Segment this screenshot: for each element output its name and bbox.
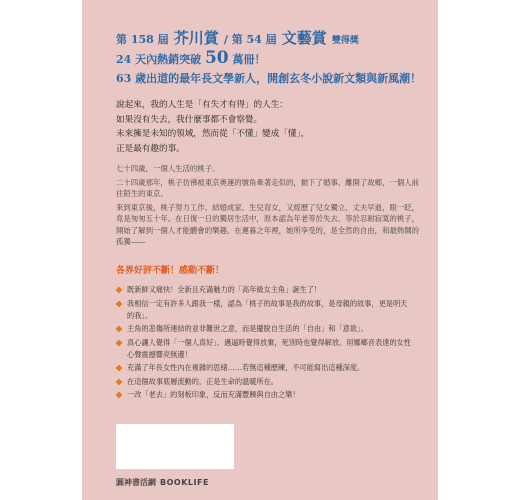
synopsis	[116, 163, 420, 250]
sales-prefix: 24 天內熱銷突破	[116, 53, 205, 66]
review-item	[116, 389, 412, 401]
quote-line: 說起來，我的人生是「有失才有得」的人生：	[116, 100, 288, 110]
review-item	[116, 376, 412, 388]
review-list	[116, 284, 412, 403]
sales-number: 50	[204, 48, 229, 68]
diamond-bullet-icon	[116, 287, 123, 294]
review-text: 充滿了年長女性內在複雜的思緒……若無這種歷練，不可能寫出這種深度。	[127, 363, 365, 372]
review-text: 真心讓人覺得「一個人真好」。邁逼時覺得放棄，死別時也覺得解放。用娜鄉音表達的女性心聲震撼響亮無邊！	[127, 337, 411, 359]
publisher-brand: BOOKLIFE	[160, 478, 209, 487]
synopsis-paragraph: 來到東京後，桃子努力工作、結婚成家、生兒育女，又經歷了兒女獨立、丈夫早逝，眼一眨，竟是匆匆五十年。在日復一日的獨居生活中，原本認為年老等於失去，等於忍耐寂寞的桃子，開始了解到一個人才能體會的樂趣。在遲暮之年裡，她所享受的，是全然的自由，和最熱鬧的孤獨——	[116, 202, 420, 246]
review-text: 一改「老去」的刻板印象，反而充滿豐饒與自由之樂！	[127, 390, 300, 399]
quote-line: 如果沒有失去，我什麼事都不會察覺。	[116, 114, 263, 125]
review-item	[116, 298, 412, 322]
diamond-bullet-icon	[116, 300, 123, 307]
publisher-name: 圓神書活網	[116, 478, 156, 487]
diamond-bullet-icon	[116, 378, 123, 385]
synopsis-paragraph: 二十四歲那年，桃子彷彿被東京奧運的號角牽著走似的，拋下了婚事、離開了故鄉，一個人前往陌生的東京。	[116, 177, 420, 198]
award-2-edition: 第 54 屆	[231, 33, 277, 46]
synopsis-paragraph: 七十四歲，一個人生活的桃子。	[116, 164, 220, 173]
review-text: 我相信一定有許多人跟我一樣，認為「桃子的故事是我的故事，是母親的故事，更是明天的我」。	[127, 298, 408, 320]
book-back-cover	[82, 0, 438, 500]
review-text: 在這個故事底層流動的，正是生命的溫暖所在。	[127, 376, 278, 386]
review-item	[116, 337, 412, 361]
sales-headline	[116, 48, 436, 68]
award-separator: /	[223, 33, 232, 46]
review-item	[116, 323, 412, 335]
diamond-bullet-icon	[116, 339, 123, 346]
review-item	[116, 284, 412, 296]
sales-suffix: 萬冊！	[228, 53, 266, 66]
quote-line: 未來擁是未知的領域，然而從「不懂」變成「懂」，	[116, 129, 310, 139]
award-2-name: 文藝賞	[281, 29, 327, 47]
publisher-logo	[116, 477, 209, 488]
quote-line: 正是最有趣的事。	[116, 143, 185, 154]
review-text: 既新鮮又痛快！全新且充滿魅力的「高年級女主角」誕生了！	[127, 285, 322, 294]
review-item	[116, 362, 412, 374]
award-line	[116, 27, 431, 48]
award-1-name: 芥川賞	[173, 29, 219, 47]
diamond-bullet-icon	[116, 392, 123, 399]
debut-headline: 63 歲出道的最年長文學新人，開創玄冬小說新文類與新風潮！	[116, 72, 422, 85]
quote-block	[116, 98, 416, 156]
barcode-area	[116, 424, 234, 469]
award-1-edition: 第 158 屆	[116, 33, 169, 46]
reviews-heading: 各界好評不斷！感動不斷！	[116, 266, 225, 276]
review-text: 主角的悲傷所連結的並非難世之意，而是擺脫自生活的「自由」和「意欲」。	[127, 324, 368, 333]
diamond-bullet-icon	[116, 326, 123, 333]
diamond-bullet-icon	[116, 365, 123, 372]
award-suffix: 雙得獎	[331, 36, 359, 46]
